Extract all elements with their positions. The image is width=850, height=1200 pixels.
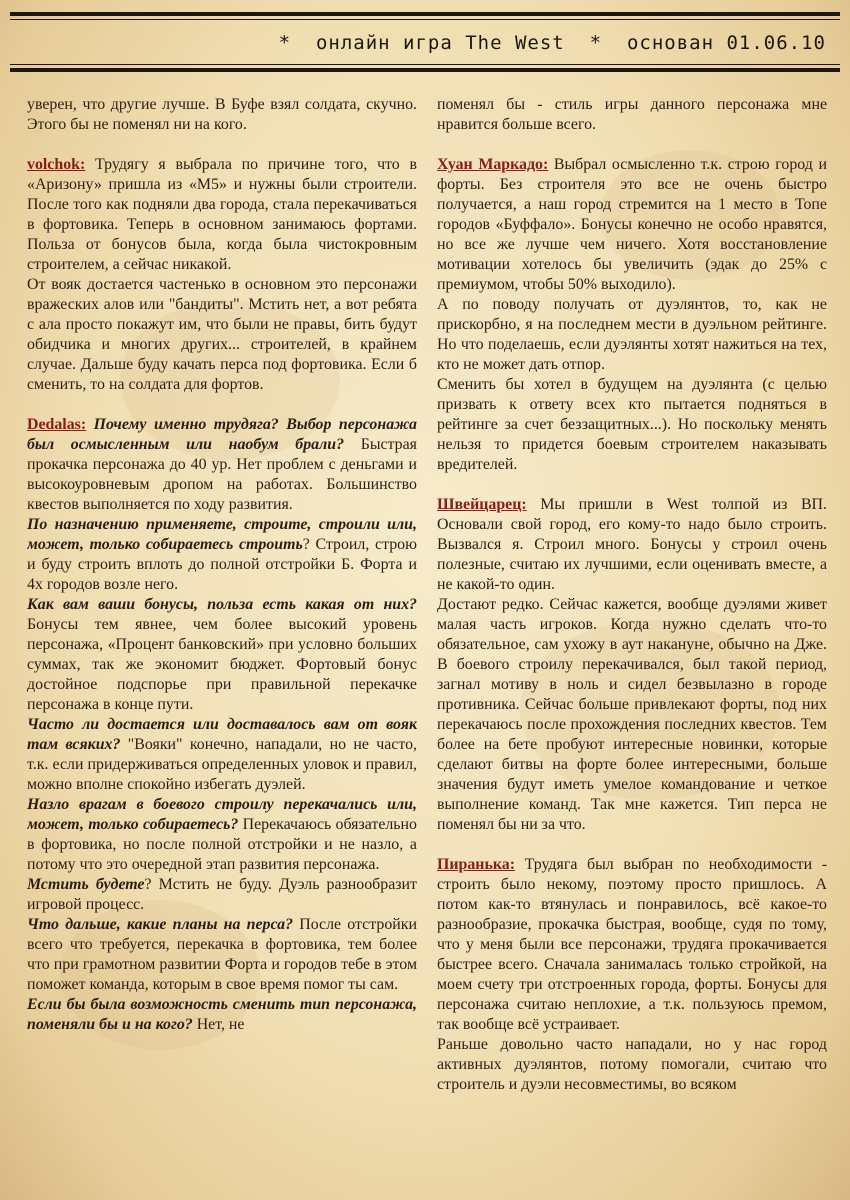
answer-text: Мы пришли в West толпой из ВП. Основали свой город, его кому-то надо было строить. Вызвался я. Строил много. Бонусы у строил очень полезные, считаю их лучшими, если оценивать вместе, а не какой-то один. [437, 496, 827, 593]
question-text: Мстить будете [27, 876, 145, 893]
right-column [437, 95, 827, 1195]
author-name: Dedalas: [27, 416, 87, 433]
paragraph: От вояк достается частенько в основном это персонажи вражеских алов или "бандиты". Мстить нет, а вот ребята с ала просто покажут им, что были не правы, бить будут обидчика и многих других... строителей, в крайнем случае. Дальше буду качать перса под фортовика. Если б сменить, то на солдата для фортов. [27, 276, 417, 393]
header-game-title: онлайн игра The West [315, 32, 565, 54]
qa-item [27, 595, 417, 715]
author-name: Швейцарец: [437, 496, 527, 513]
header-star-right: * [589, 32, 603, 54]
question-text: Назло врагам в боевого строилу перекачались или, может, только собираетесь? [27, 796, 417, 833]
paragraph: А по поводу получать от дуэлянтов, то, как не прискорбно, я на последнем мести в дуэльном рейтинге. Но что поделаешь, если дуэлянты хотят нажиться на тех, кто не может дать отпор. [437, 296, 827, 373]
left-column [27, 95, 417, 1195]
header-top-rule [10, 12, 840, 16]
interview-volchok [27, 155, 417, 275]
question-text: Почему именно трудяга? Выбор персонажа был осмысленным или наобум брали? [27, 416, 417, 453]
interview-piranha [437, 855, 827, 1035]
answer-text: Перекачаюсь обязательно в фортовика, но после полной отстройки и не назло, а потому что это очередной этап развития персонажа. [27, 816, 417, 873]
answer-text: "Вояки" конечно, нападали, но не часто, т.к. если придерживаться определенных уловок и правил, можно вполне спокойно избегать дуэлей. [27, 736, 417, 793]
question-text: По назначению применяете, строите, строили или, может, только собираетесь строить [27, 516, 417, 553]
header-bottom-rule-thin [10, 64, 840, 65]
paragraph: поменял бы - стиль игры данного персонажа мне нравится больше всего. [437, 96, 827, 133]
paragraph: Сменить бы хотел в будущем на дуэлянта (с целью призвать к ответу всех кто пытается подняться в рейтинге за счет беззащитных...). Но поскольку менять нельзя то придется боевым строителем наказывать вредителей. [437, 376, 827, 473]
author-name: volchok: [27, 156, 86, 173]
answer-text: ? Мстить не буду. Дуэль разнообразит игровой процесс. [27, 876, 417, 913]
author-name: Пиранька: [437, 856, 516, 873]
question-text: Часто ли достается или доставалось вам от вояк там всяких? [27, 716, 417, 753]
header-founded-date: основан 01.06.10 [626, 32, 826, 54]
qa-item [27, 875, 417, 915]
qa-item [27, 995, 417, 1035]
interview-swiss [437, 495, 827, 595]
answer-text: После отстройки всего что требуется, перекачка в фортовика, тем более что при грамотном развитии Форта и городов тебе в этом поможет команда, которым в свое время помог ты сам. [27, 916, 417, 993]
answer-text: Выбрал осмысленно т.к. строю город и форты. Без строителя это все не очень быстро получается, а наш город стремится на 1 место в Топе городов «Буффало». Бонусы конечно не особо нравятся, но все же лучше чем ничего. Хотя восстановление мотивации хотелось бы увеличить (эдак до 25% с премиумом, чтобы 50% выходило). [437, 156, 827, 293]
answer-text: Трудягу я выбрала по причине того, что в «Аризону» пришла из «М5» и нужны были строители. После того как подняли два города, стала перекачиваться в фортовика. Теперь в основном занимаюсь фортами. Польза от бонусов была, когда была чистокровным строителем, а сейчас никакой. [27, 156, 417, 273]
interview-dedalas [27, 415, 417, 515]
header-star-left: * [278, 32, 292, 54]
paragraph: Достают редко. Сейчас кажется, вообще дуэлями живет малая часть игроков. Когда нужно сделать что-то обязательное, сам ухожу в аут накануне, обычно на Дже. В боевого строилу перекачивался, был такой период, загнал мотиву в ноль и сидел безвылазно в городе противника. Сейчас больше привлекают форты, под них перекачаюсь после прохождения последних квестов. Тем более на бете пробуют интересные новинки, которые сделают битвы на форте более интересными, больше значения будут иметь умелое командование и четкое выполнение команд. Так мне кажется. Тип перса не поменял бы ни за что. [437, 596, 827, 833]
qa-item [27, 915, 417, 995]
qa-item [27, 795, 417, 875]
answer-text: ? Строил, строю и буду строить вплоть до полной отстройки Б. Форта и 4х городов возле него. [27, 536, 417, 593]
question-text: Если бы была возможность сменить тип персонажа, поменяли бы и на кого? [27, 996, 417, 1033]
qa-item [27, 515, 417, 595]
header-title [279, 32, 826, 54]
question-text: Как вам ваши бонусы, польза есть какая от них? [27, 596, 417, 613]
answer-text: Быстрая прокачка персонажа до 40 ур. Нет проблем с деньгами и высокоуровневым дропом на работах. Большинство квестов выполняется по ходу развития. [27, 436, 417, 513]
header-bottom-rule [10, 68, 840, 72]
answer-text: Бонусы тем явнее, чем более высокий уровень персонажа, «Процент банковский» при условно больших суммах, так же экономит бюджет. Фортовый бонус достойное подспорье при правильной перекачке персонажа в конце пути. [27, 616, 417, 713]
paragraph: Раньше довольно часто нападали, но у нас город активных дуэлянтов, потому помогали, считаю что строитель и дуэли несовместимы, во всяком [437, 1036, 827, 1093]
qa-item [27, 715, 417, 795]
interview-juan [437, 155, 827, 295]
paragraph: уверен, что другие лучше. В Буфе взял солдата, скучно. Этого бы не поменял ни на кого. [27, 96, 417, 133]
answer-text: Нет, не [192, 1016, 245, 1033]
header-top-rule-thin [10, 19, 840, 20]
question-text: Что дальше, какие планы на перса? [27, 916, 294, 933]
answer-text: Трудяга был выбран по необходимости - строить было некому, поэтому просто пришлось. А потом как-то втянулась и понравилось, всё какое-то разнообразие, прокачка быстрая, вообще, судя по тому, что у меня были все персонажи, трудяга прокачивается быстрее всего. Сначала занималась только стройкой, на моем счету три отстроенных города, форты. Бонусы для персонажа считаю неплохие, а т.к. пользуюсь премом, так вообще всё устраивает. [437, 856, 827, 1033]
page-header [10, 12, 840, 78]
author-name: Хуан Маркадо: [437, 156, 549, 173]
